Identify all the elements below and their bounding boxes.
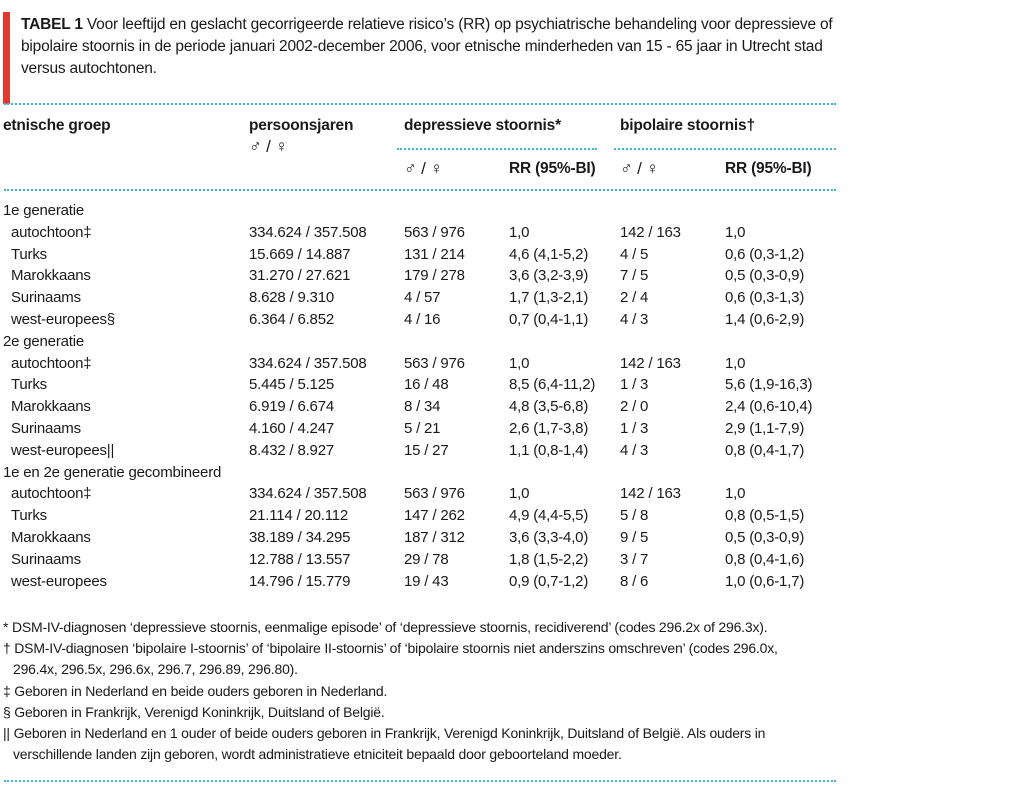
cell-dep-counts: 5 / 21 (404, 420, 441, 437)
cell-bip-rr: 2,4 (0,6-10,4) (725, 398, 813, 416)
cell-dep-rr: 1,1 (0,8-1,4) (509, 441, 589, 459)
cell-bip-counts: 4 / 5 (620, 245, 649, 263)
cell-person-years: 6.919 / 6.674 (249, 398, 334, 416)
cell-person-years: 8.628 / 9.310 (249, 289, 334, 307)
cell-dep-counts: 4 / 57 (404, 289, 441, 307)
divider-top (4, 103, 836, 105)
header-bip-counts: ♂ / ♀ (620, 159, 659, 178)
header-person-years: persoonsjaren (249, 117, 354, 134)
cell-dep-counts: 16 / 48 (404, 376, 449, 394)
header-person-years-sex: ♂ / ♀ (249, 137, 288, 156)
cell-person-years: 31.270 / 27.621 (249, 267, 351, 285)
footnote-line: verschillende landen zijn geboren, wordt administratieve etniciteit bepaald door geboorteland moeder. (13, 746, 622, 763)
cell-person-years: 334.624 / 357.508 (249, 485, 367, 503)
cell-dep-rr: 3,6 (3,3-4,0) (509, 529, 589, 546)
cell-bip-counts: 4 / 3 (620, 311, 649, 328)
cell-bip-counts: 3 / 7 (620, 550, 649, 568)
cell-person-years: 334.624 / 357.508 (249, 354, 367, 372)
cell-bip-counts: 142 / 163 (620, 485, 681, 503)
cell-bip-rr: 1,4 (0,6-2,9) (725, 311, 805, 328)
cell-bip-counts: 2 / 4 (620, 289, 649, 307)
cell-person-years: 8.432 / 8.927 (249, 441, 334, 459)
cell-group: autochtoon‡ (11, 485, 92, 503)
cell-group: Turks (11, 376, 47, 394)
divider-bottom (4, 780, 836, 782)
cell-bip-rr: 1,0 (725, 354, 746, 372)
cell-bip-counts: 1 / 3 (620, 420, 649, 437)
cell-dep-counts: 4 / 16 (404, 311, 441, 328)
header-group: etnische groep (3, 117, 111, 134)
cell-dep-rr: 0,9 (0,7-1,2) (509, 572, 589, 590)
cell-dep-counts: 563 / 976 (404, 223, 465, 241)
header-dep-rr: RR (95%-BI) (509, 160, 596, 177)
caption-label: TABEL 1 (21, 16, 83, 33)
cell-group: Marokkaans (11, 267, 91, 285)
cell-group: west-europees (11, 572, 107, 590)
cell-bip-counts: 7 / 5 (620, 267, 649, 285)
cell-bip-rr: 0,5 (0,3-0,9) (725, 529, 805, 546)
cell-group: Surinaams (11, 289, 81, 307)
caption-text: Voor leeftijd en geslacht gecorrigeerde relatieve risico’s (RR) op psychiatrische behandeling voor depressieve of bipolaire stoornis in de periode januari 2002-december 2006, voor etnische minderheden van 15 - 65 jaar in Utrecht stad versus autochtonen. (21, 16, 833, 77)
cell-bip-counts: 8 / 6 (620, 572, 649, 590)
cell-bip-counts: 1 / 3 (620, 376, 649, 394)
cell-dep-counts: 8 / 34 (404, 398, 441, 416)
cell-dep-rr: 4,6 (4,1-5,2) (509, 245, 589, 263)
cell-dep-rr: 0,7 (0,4-1,1) (509, 311, 589, 328)
cell-bip-rr: 0,8 (0,4-1,7) (725, 441, 805, 459)
cell-dep-counts: 147 / 262 (404, 507, 465, 525)
cell-dep-rr: 1,0 (509, 485, 530, 503)
divider-header (4, 189, 836, 191)
footnote-line: † DSM-IV-diagnosen ‘bipolaire I-stoornis’ of ‘bipolaire II-stoornis’ of ‘bipolaire stoornis niet anderszins omschreven’ (codes 296.0x, (3, 640, 778, 657)
accent-bar (3, 12, 10, 104)
cell-person-years: 5.445 / 5.125 (249, 376, 334, 394)
cell-person-years: 21.114 / 20.112 (249, 507, 349, 525)
cell-person-years: 334.624 / 357.508 (249, 223, 367, 241)
cell-bip-rr: 1,0 (0,6-1,7) (725, 572, 805, 590)
cell-dep-counts: 563 / 976 (404, 485, 465, 503)
footnote-line: 296.4x, 296.5x, 296.6x, 296.7, 296.89, 296.80). (13, 661, 298, 678)
header-bip-rr: RR (95%-BI) (725, 160, 812, 177)
section-label: 2e generatie (3, 332, 85, 350)
footnote-line: || Geboren in Nederland en 1 ouder of beide ouders geboren in Frankrijk, Verenigd Koninkrijk, Duitsland of België. Als ouders in (3, 725, 766, 741)
cell-group: Turks (11, 245, 47, 263)
cell-dep-counts: 131 / 214 (404, 245, 465, 263)
cell-dep-counts: 187 / 312 (404, 529, 465, 546)
cell-dep-counts: 15 / 27 (404, 441, 449, 459)
cell-bip-counts: 142 / 163 (620, 223, 681, 241)
cell-bip-counts: 4 / 3 (620, 441, 649, 459)
cell-dep-rr: 8,5 (6,4-11,2) (509, 376, 596, 394)
cell-person-years: 14.796 / 15.779 (249, 572, 351, 590)
cell-bip-counts: 5 / 8 (620, 507, 649, 525)
section-label: 1e generatie (3, 202, 85, 219)
cell-dep-rr: 1,0 (509, 223, 530, 241)
cell-dep-counts: 179 / 278 (404, 267, 465, 285)
divider-bipolar (614, 148, 836, 150)
footnote-line: § Geboren in Frankrijk, Verenigd Koninkrijk, Duitsland of België. (3, 703, 385, 720)
cell-group: Surinaams (11, 420, 81, 437)
cell-person-years: 38.189 / 34.295 (249, 529, 351, 546)
cell-dep-rr: 2,6 (1,7-3,8) (509, 420, 589, 437)
cell-group: autochtoon‡ (11, 354, 92, 372)
cell-bip-rr: 1,0 (725, 223, 746, 241)
footnote-line: * DSM-IV-diagnosen ‘depressieve stoornis, eenmalige episode’ of ‘depressieve stoornis, recidiverend’ (codes 296.2x of 296.3x). (3, 619, 768, 635)
header-dep-counts: ♂ / ♀ (404, 159, 443, 178)
cell-dep-rr: 1,0 (509, 354, 530, 372)
cell-bip-rr: 0,5 (0,3-0,9) (725, 267, 805, 285)
cell-dep-rr: 4,8 (3,5-6,8) (509, 398, 589, 416)
cell-dep-rr: 1,7 (1,3-2,1) (509, 289, 589, 307)
table-caption (21, 14, 836, 80)
divider-depressive (397, 148, 597, 150)
cell-group: west-europees§ (11, 311, 115, 328)
cell-dep-counts: 19 / 43 (404, 572, 449, 590)
cell-group: west-europees|| (11, 441, 115, 459)
cell-group: Turks (11, 507, 47, 525)
cell-group: Surinaams (11, 550, 81, 568)
cell-group: Marokkaans (11, 398, 91, 416)
cell-group: autochtoon‡ (11, 223, 92, 241)
cell-bip-rr: 0,8 (0,5-1,5) (725, 507, 805, 525)
cell-dep-rr: 1,8 (1,5-2,2) (509, 550, 589, 568)
cell-bip-rr: 0,6 (0,3-1,3) (725, 289, 805, 307)
cell-person-years: 4.160 / 4.247 (249, 420, 334, 437)
cell-dep-counts: 563 / 976 (404, 354, 465, 372)
cell-dep-counts: 29 / 78 (404, 550, 449, 568)
cell-bip-counts: 142 / 163 (620, 354, 681, 372)
section-label: 1e en 2e generatie gecombineerd (3, 463, 222, 481)
cell-person-years: 12.788 / 13.557 (249, 550, 351, 568)
header-bipolar: bipolaire stoornis† (620, 117, 755, 134)
cell-bip-rr: 1,0 (725, 485, 746, 503)
cell-bip-rr: 0,8 (0,4-1,6) (725, 550, 805, 568)
header-depressive: depressieve stoornis* (404, 117, 561, 134)
cell-bip-counts: 2 / 0 (620, 398, 649, 416)
cell-bip-rr: 2,9 (1,1-7,9) (725, 420, 805, 437)
cell-person-years: 6.364 / 6.852 (249, 311, 334, 328)
cell-dep-rr: 4,9 (4,4-5,5) (509, 507, 589, 525)
cell-bip-rr: 5,6 (1,9-16,3) (725, 376, 813, 394)
cell-bip-counts: 9 / 5 (620, 529, 649, 546)
footnote-line: ‡ Geboren in Nederland en beide ouders geboren in Nederland. (3, 682, 388, 699)
cell-group: Marokkaans (11, 529, 91, 546)
cell-person-years: 15.669 / 14.887 (249, 245, 351, 263)
cell-dep-rr: 3,6 (3,2-3,9) (509, 267, 589, 285)
cell-bip-rr: 0,6 (0,3-1,2) (725, 245, 805, 263)
